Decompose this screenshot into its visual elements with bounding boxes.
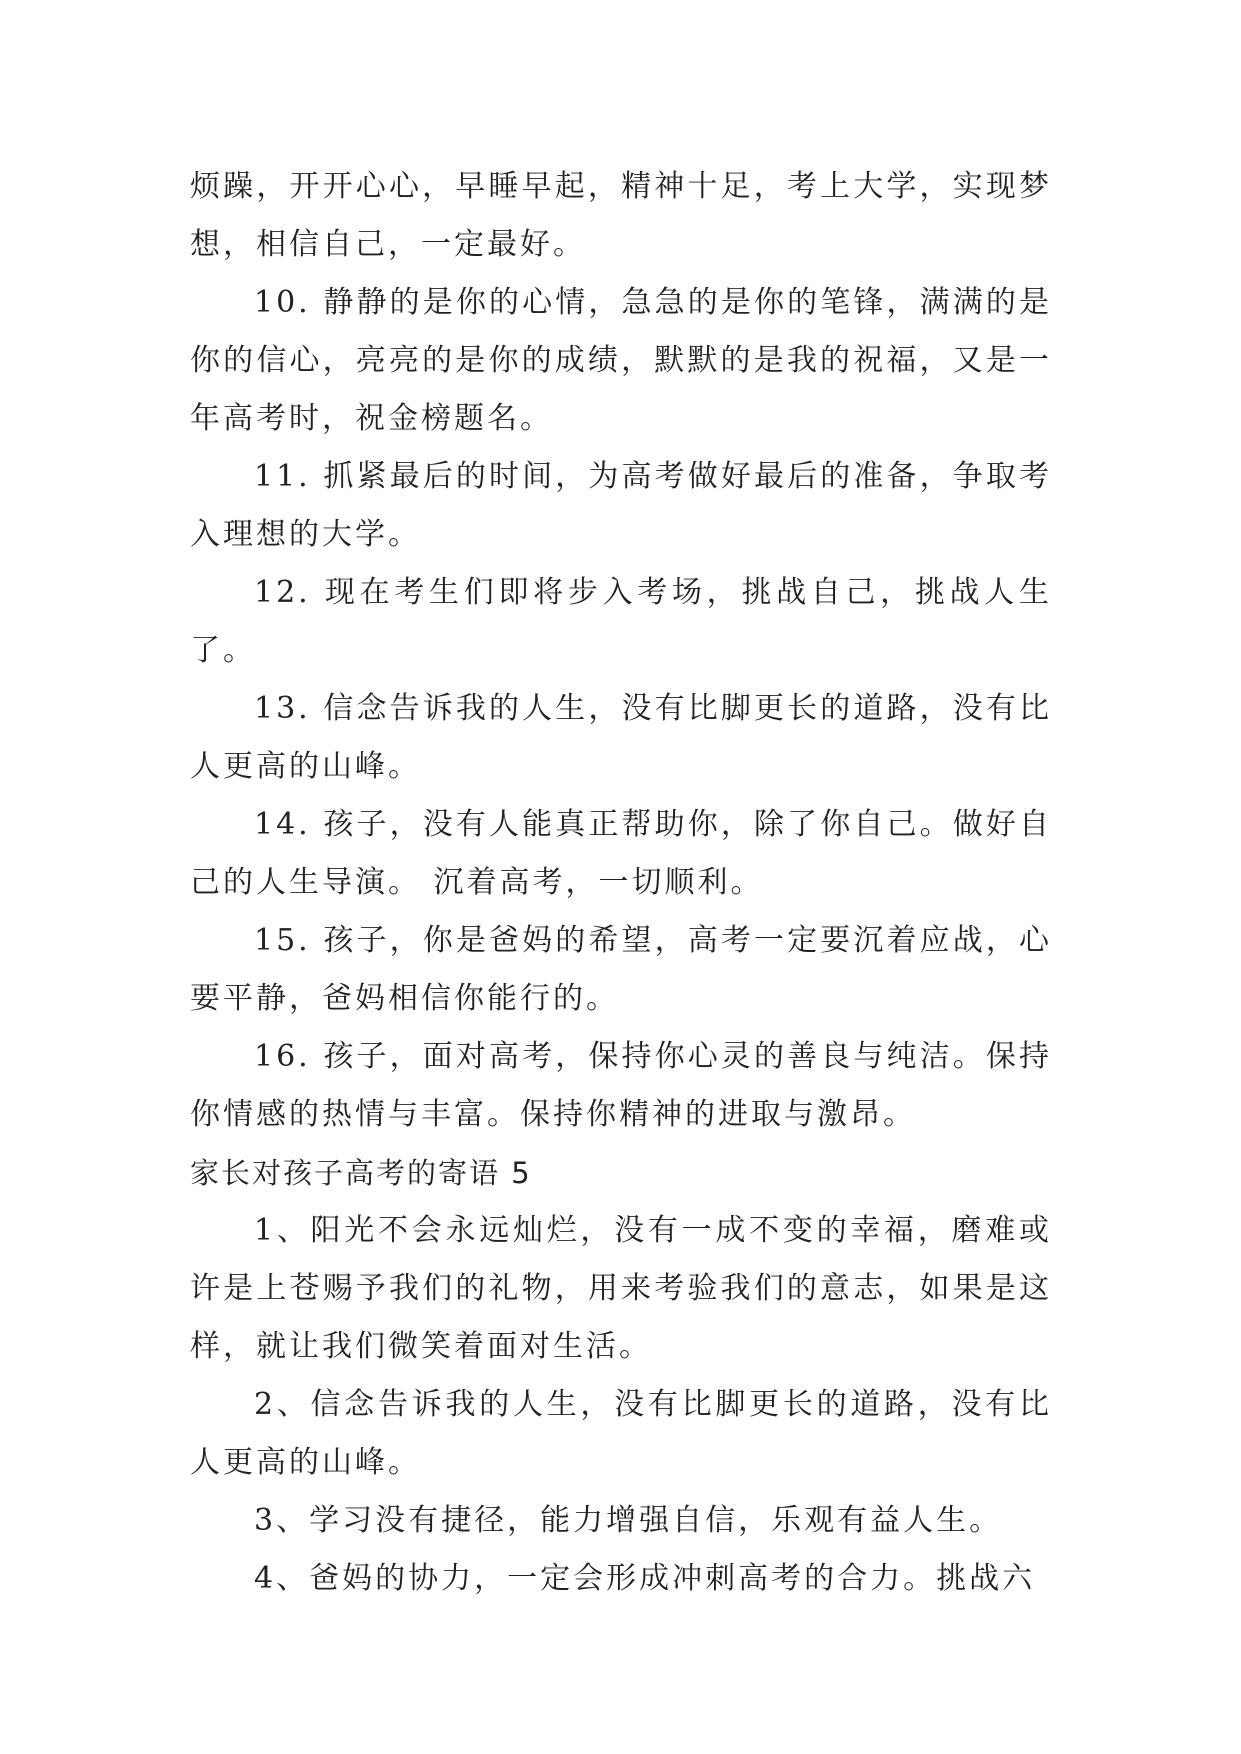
paragraph-item-11: 11. 抓紧最后的时间，为高考做好最后的准备，争取考入理想的大学。 (190, 459, 1052, 552)
paragraph-item-15: 15. 孩子，你是爸妈的希望，高考一定要沉着应战，心要平静，爸妈相信你能行的。 (190, 923, 1052, 1016)
paragraph-item-14: 14. 孩子，没有人能真正帮助你，除了你自己。做好自己的人生导演。 沉着高考，一切顺利。 (190, 807, 1052, 900)
paragraph-item-12: 12. 现在考生们即将步入考场，挑战自己，挑战人生了。 (190, 575, 1052, 668)
paragraph-item-2: 2、信念告诉我的人生，没有比脚更长的道路，没有比人更高的山峰。 (190, 1387, 1052, 1480)
paragraph-item-1: 1、阳光不会永远灿烂，没有一成不变的幸福，磨难或许是上苍赐予我们的礼物，用来考验我们的意志，如果是这样，就让我们微笑着面对生活。 (190, 1213, 1052, 1364)
paragraph-item-13: 13. 信念告诉我的人生，没有比脚更长的道路，没有比人更高的山峰。 (190, 691, 1052, 784)
paragraph-continuation: 烦躁，开开心心，早睡早起，精神十足，考上大学，实现梦想，相信自己，一定最好。 (190, 169, 1052, 262)
document-body (190, 158, 1052, 1608)
paragraph-item-4: 4、爸妈的协力，一定会形成冲刺高考的合力。挑战六 (254, 1561, 1036, 1596)
paragraph-item-3: 3、学习没有捷径，能力增强自信，乐观有益人生。 (254, 1503, 1003, 1538)
paragraph-item-16: 16. 孩子，面对高考，保持你心灵的善良与纯洁。保持你情感的热情与丰富。保持你精神的进取与激昂。 (190, 1039, 1052, 1132)
paragraph-item-10: 10. 静静的是你的心情，急急的是你的笔锋，满满的是你的信心，亮亮的是你的成绩，默默的是我的祝福，又是一年高考时，祝金榜题名。 (190, 285, 1052, 436)
section-heading: 家长对孩子高考的寄语 5 (190, 1156, 532, 1190)
